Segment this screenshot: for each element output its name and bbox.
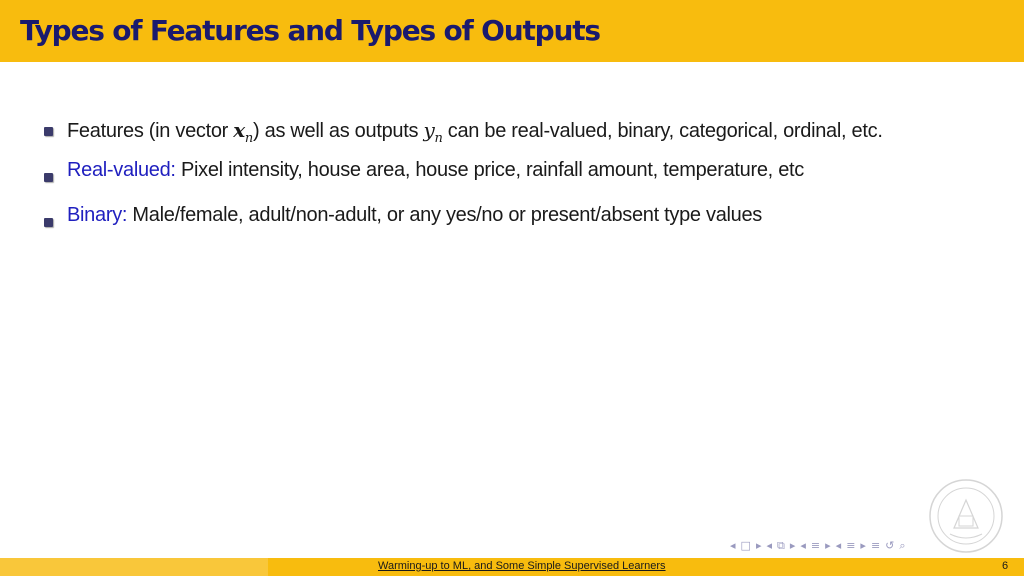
nav-right-arrow-icon[interactable]: ▸ (825, 539, 836, 552)
footer-left-segment (0, 558, 268, 576)
bullet-icon (44, 127, 53, 136)
math-x: x (233, 118, 245, 142)
bullet-text: Features (in vector $x_n$) as well as outputs $y_n$ can be real-valued, binary, categorical, ordinal, etc. (67, 118, 883, 146)
footer-title-link[interactable]: Warming-up to ML, and Some Simple Supervised Learners (378, 560, 666, 572)
page-title: Types of Features and Types of Outputs (20, 14, 600, 47)
bullet-icon (44, 218, 53, 227)
nav-right-arrow-icon[interactable]: ▸ (860, 539, 871, 552)
math-y: y (423, 118, 435, 142)
beamer-navigation (730, 539, 911, 553)
nav-left-arrow-icon[interactable]: ◂ (766, 539, 777, 552)
nav-right-arrow-icon[interactable]: ▸ (789, 539, 801, 552)
undo-icon[interactable]: ↺ (885, 539, 900, 552)
slide-icon[interactable]: ≡ (846, 539, 861, 552)
frame-icon[interactable]: □ (740, 539, 756, 552)
header-bar (0, 0, 1024, 62)
nav-left-arrow-icon[interactable]: ◂ (800, 539, 811, 552)
term-binary: Binary: (67, 204, 128, 226)
bullet-icon (44, 173, 53, 182)
search-icon[interactable]: ⌕ (899, 539, 911, 552)
bullet-text: Real-valued: Pixel intensity, house area, house price, rainfall amount, temperature, etc (67, 159, 804, 181)
section-icon[interactable]: ≡ (810, 539, 826, 552)
subsection-icon[interactable]: ⧉ (777, 539, 790, 552)
math-subscript: n (434, 131, 443, 146)
university-seal-icon (928, 478, 1004, 554)
page-number: 6 (1002, 560, 1009, 572)
nav-left-arrow-icon[interactable]: ◂ (730, 539, 741, 552)
bullet-text: Binary: Male/female, adult/non-adult, or any yes/no or present/absent type values (67, 204, 763, 226)
term-real-valued: Real-valued: (67, 159, 176, 181)
align-icon[interactable]: ≡ (870, 539, 886, 552)
nav-right-arrow-icon[interactable]: ▸ (755, 539, 767, 552)
nav-left-arrow-icon[interactable]: ◂ (835, 539, 847, 552)
math-subscript: n (244, 131, 253, 146)
